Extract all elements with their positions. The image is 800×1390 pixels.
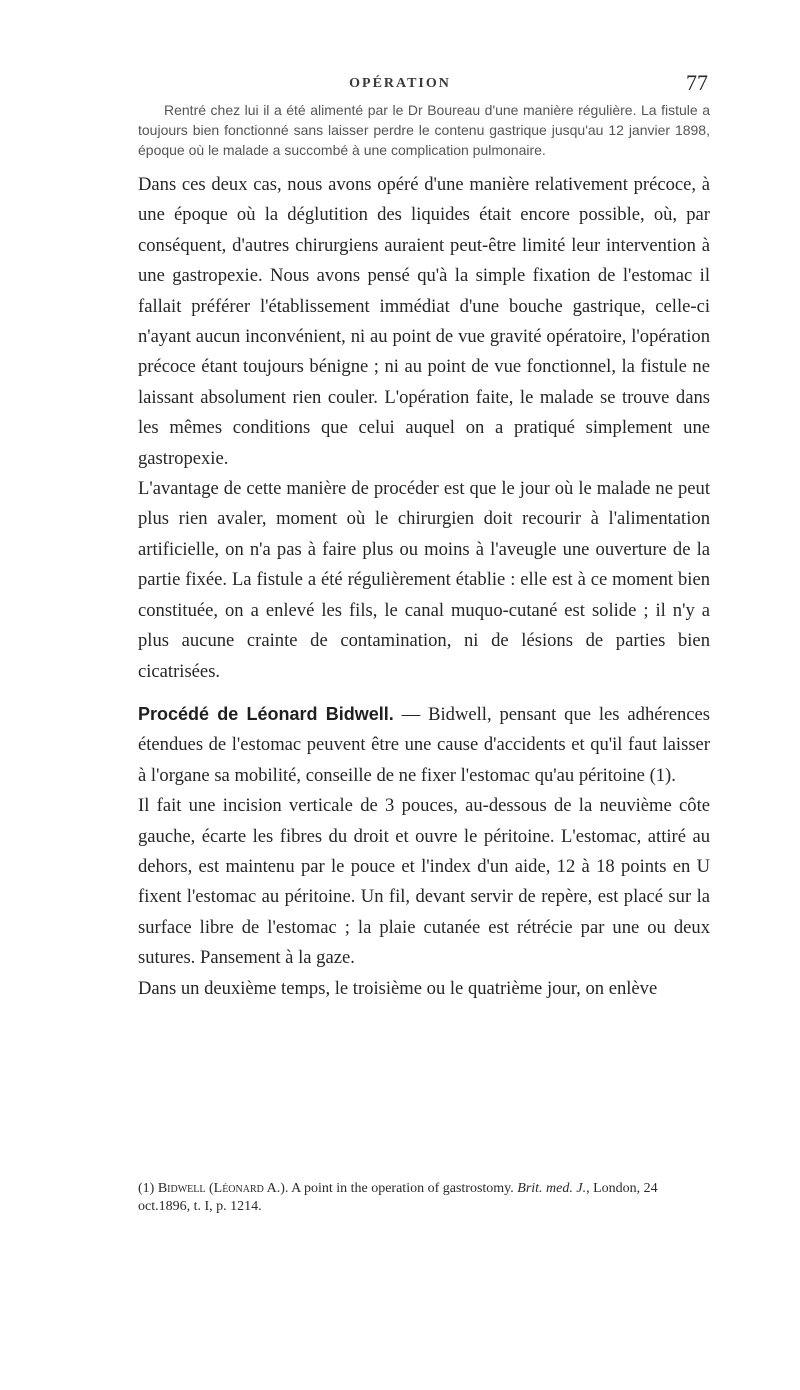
case-report-paragraph: Rentré chez lui il a été alimenté par le Dr Boureau d'une manière régulière. La fistule a toujours bien fonctionné sans laisser perdre le contenu gastrique jusqu'au 12 janvier 1898, époque où le malade a succombé à une complication pulmonaire.	[138, 102, 710, 158]
footnote-journal: Brit. med. J.	[517, 1181, 587, 1196]
footnote-marker: (1)	[138, 1181, 158, 1196]
footnote-details: , London, 24 oct.1896, t. I, p. 1214.	[138, 1181, 658, 1214]
paragraph-bidwell-text: — Bidwell, pensant que les adhérences étendues de l'estomac peuvent être une cause d'accidents et qu'il faut laisser à l'organe sa mobilité, conseille de ne fixer l'estomac qu'au péritoine (1).	[138, 703, 710, 786]
paragraph-second-stage: Dans un deuxième temps, le troisième ou le quatrième jour, on enlève	[138, 977, 658, 999]
page-number: 77	[686, 70, 708, 95]
paragraph-bidwell	[138, 699, 710, 791]
footnote	[138, 1180, 710, 1216]
footnote-title: A point in the operation of gastrostomy.	[288, 1181, 518, 1196]
running-title: OPÉRATION	[349, 76, 451, 91]
paragraph-advantage: L'avantage de cette manière de procéder est que le jour où le malade ne peut plus rien avaler, moment où le chirurgien doit recourir à l'alimentation artificielle, on n'a pas à faire plus ou moins à l'aveugle une ouverture de la partie fixée. La fistule a été régulièrement établie : elle est à ce moment bien constituée, on a enlevé les fils, le canal muquo-cutané est solide ; il n'y a plus aucune crainte de contamination, ni de lésions de parties bien cicatrisées.	[138, 478, 710, 682]
section-gap	[138, 687, 710, 699]
paragraph-incision: Il fait une incision verticale de 3 pouces, au-dessous de la neuvième côte gauche, écarte les fibres du droit et ouvre le péritoine. L'estomac, attiré au dehors, est maintenu par le pouce et l'index d'un aide, 12 à 18 points en U fixent l'estomac au péritoine. Un fil, devant servir de repère, est placé sur la surface libre de l'estomac ; la plaie cutanée est rétrécie par une ou deux sutures. Pansement à la gaze.	[138, 795, 710, 969]
section-title: Procédé de Léonard Bidwell.	[138, 703, 394, 724]
body-text	[138, 170, 710, 1004]
paragraph-early-operation: Dans ces deux cas, nous avons opéré d'une manière relativement précoce, à une époque où la déglutition des liquides était encore possible, où, par conséquent, d'autres chirurgiens auraient peut-être limité leur intervention à une gastropexie. Nous avons pensé qu'à la simple fixation de l'estomac il fallait préférer l'établissement immédiat d'une bouche gastrique, celle-ci n'ayant aucun inconvénient, ni au point de vue gravité opératoire, l'opération précoce étant toujours bénigne ; ni au point de vue fonctionnel, la fistule ne laissant absolument rien couler. L'opération faite, le malade se trouve dans les mêmes conditions que celui auquel on a pratiqué simplement une gastropexie.	[138, 174, 710, 469]
running-head	[0, 72, 800, 94]
footnote-author: Bidwell (Léonard A.).	[157, 1181, 289, 1196]
